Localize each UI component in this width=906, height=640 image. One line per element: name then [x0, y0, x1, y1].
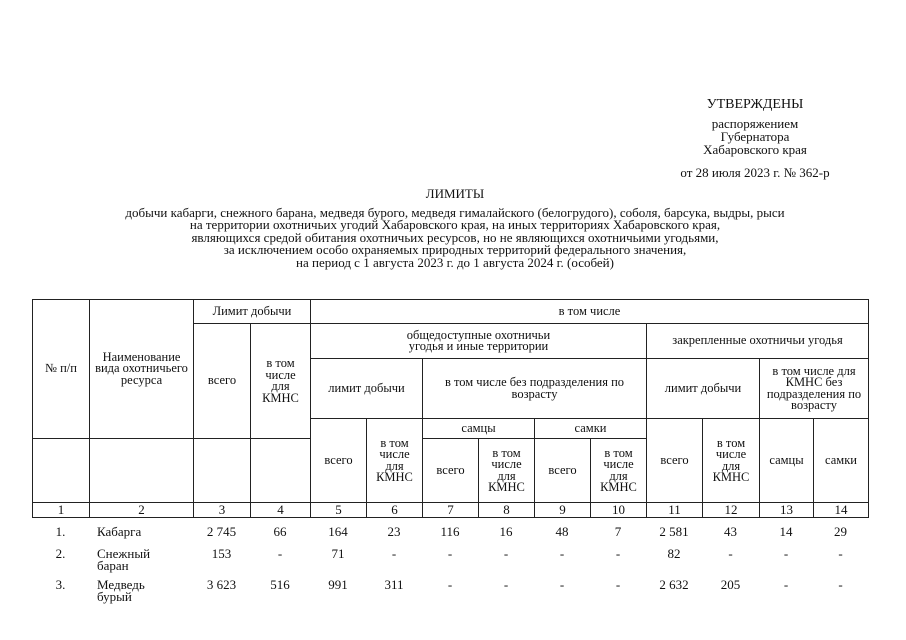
- cell: -: [783, 577, 789, 592]
- header-females-total: всего: [535, 439, 591, 503]
- header-assigned-kmns-no-age: в том числе для КМНС без подразделения по возрасту: [760, 359, 869, 419]
- title-block: [40, 188, 870, 269]
- header-empty: [90, 439, 194, 503]
- header-empty: [251, 439, 311, 503]
- column-number: 12: [703, 503, 760, 518]
- column-number: 7: [423, 503, 479, 518]
- limits-table-body: [32, 526, 868, 609]
- row-number: 2.: [55, 546, 66, 561]
- cell: 516: [270, 577, 290, 592]
- header-assigned-limit: лимит добычи: [647, 359, 760, 419]
- cell: -: [447, 546, 453, 561]
- header-public-no-age: в том числе без подразделения по возрасту: [423, 359, 647, 419]
- table-row: [32, 526, 868, 548]
- cell: 23: [387, 524, 401, 539]
- cell: 71: [331, 546, 345, 561]
- cell: -: [391, 546, 397, 561]
- cell: 7: [614, 524, 622, 539]
- subtitle-line: являющихся средой обитания охотничьих ресурсов, но не являющихся охотничьими угодьями,: [191, 229, 719, 245]
- column-number: 3: [194, 503, 251, 518]
- header-assigned-grounds: закрепленные охотничьи угодья: [647, 324, 869, 359]
- column-number-row: [33, 503, 869, 518]
- header-limit: Лимит добычи: [194, 300, 311, 324]
- header-assigned-males: самцы: [760, 419, 814, 503]
- approval-line: распоряжением: [711, 116, 799, 131]
- cell: 2 632: [659, 577, 689, 592]
- resource-name: Снежный баран: [97, 546, 151, 573]
- cell: -: [783, 546, 789, 561]
- header-males-total: всего: [423, 439, 479, 503]
- cell: -: [277, 546, 283, 561]
- header-empty: [194, 439, 251, 503]
- subtitle-line: на территории охотничьих угодий Хабаровского края, на иных территориях Хабаровского края,: [189, 217, 721, 232]
- header-empty: [33, 439, 90, 503]
- cell: 311: [384, 577, 404, 592]
- column-number: 9: [535, 503, 591, 518]
- column-number: 2: [90, 503, 194, 518]
- column-number: 10: [591, 503, 647, 518]
- cell: 43: [724, 524, 737, 539]
- column-number: 6: [367, 503, 423, 518]
- cell: -: [728, 546, 733, 561]
- cell: -: [503, 546, 509, 561]
- header-public-females: самки: [535, 419, 647, 439]
- column-number: 1: [33, 503, 90, 518]
- row-number: 3.: [55, 577, 66, 592]
- cell: 48: [555, 524, 569, 539]
- cell: 205: [720, 577, 741, 592]
- header-females-kmns: в том числе для КМНС: [591, 439, 647, 503]
- cell: -: [615, 546, 621, 561]
- column-number: 8: [479, 503, 535, 518]
- cell: 164: [328, 524, 348, 539]
- column-number: 14: [814, 503, 869, 518]
- table-row: [32, 548, 868, 579]
- row-number: 1.: [55, 524, 66, 539]
- cell: -: [838, 577, 843, 592]
- subtitle-line: добычи кабарги, снежного барана, медведя бурого, медведя гималайского (белогрудого), соболя, барсука, выдры, рыси: [125, 204, 785, 220]
- cell: 16: [499, 524, 513, 539]
- header-public-males: самцы: [423, 419, 535, 439]
- cell: 66: [273, 524, 287, 539]
- approval-block: [640, 98, 870, 179]
- header-public-limit: лимит добычи: [311, 359, 423, 419]
- limits-table-header: [32, 299, 869, 518]
- column-number: 13: [760, 503, 814, 518]
- cell: -: [559, 546, 565, 561]
- cell: 153: [211, 546, 232, 561]
- cell: 82: [667, 546, 681, 561]
- header-assigned-females: самки: [814, 419, 869, 503]
- cell: 991: [328, 577, 348, 592]
- header-resource-name: Наименование вида охотничьего ресурса: [90, 300, 194, 439]
- cell: 2 745: [206, 524, 237, 539]
- column-number: 11: [647, 503, 703, 518]
- approval-heading: УТВЕРЖДЕНЫ: [706, 97, 804, 112]
- column-number: 5: [311, 503, 367, 518]
- approval-date: от 28 июля 2023 г. № 362-р: [680, 165, 830, 180]
- approval-line: Губернатора: [720, 129, 790, 144]
- header-public-kmns: в том числе для КМНС: [367, 419, 423, 503]
- cell: 29: [834, 524, 847, 539]
- cell: 3 623: [206, 577, 237, 592]
- cell: 2 581: [659, 524, 689, 539]
- approval-line: Хабаровского края: [703, 142, 807, 157]
- cell: -: [838, 546, 843, 561]
- doc-title: ЛИМИТЫ: [425, 186, 485, 201]
- header-assigned-total: всего: [647, 419, 703, 503]
- header-males-kmns: в том числе для КМНС: [479, 439, 535, 503]
- table-row: [32, 579, 868, 609]
- cell: -: [447, 577, 453, 592]
- header-public-grounds: общедоступные охотничьи угодья и иные территории: [311, 324, 647, 359]
- header-public-total: всего: [311, 419, 367, 503]
- cell: 116: [440, 524, 460, 539]
- cell: -: [503, 577, 509, 592]
- resource-name: Медведь бурый: [97, 577, 145, 604]
- cell: -: [559, 577, 565, 592]
- header-kmns: в том числе для КМНС: [251, 324, 311, 439]
- header-assigned-kmns: в том числе для КМНС: [703, 419, 760, 503]
- subtitle-line: за исключением особо охраняемых природных территорий федерального значения,: [223, 242, 687, 257]
- header-number: № п/п: [33, 300, 90, 439]
- subtitle-line: на период с 1 августа 2023 г. до 1 августа 2024 г. (особей): [296, 254, 614, 270]
- cell: 14: [779, 524, 793, 539]
- header-total: всего: [194, 324, 251, 439]
- header-including: в том числе: [311, 300, 869, 324]
- column-number: 4: [251, 503, 311, 518]
- cell: -: [615, 577, 621, 592]
- resource-name: Кабарга: [97, 524, 142, 539]
